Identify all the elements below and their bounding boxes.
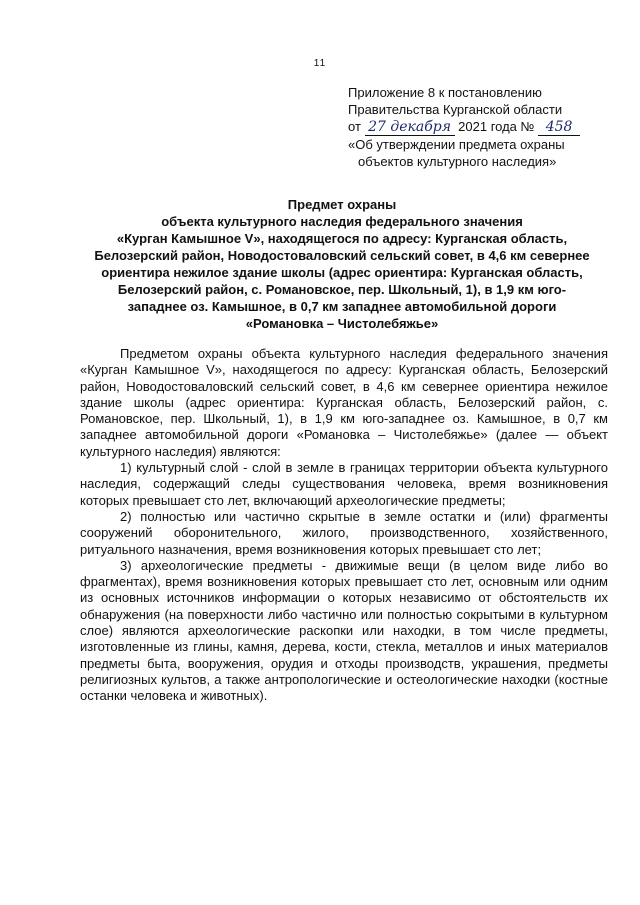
list-item: 3) археологические предметы - движимые вещи (в целом виде либо во фрагментах), время возникновения которых превышает сто лет, основным или одним из основных источников информации о которых независимо от обстоятельств их обнаружения (на поверхности либо частично или полностью сокрытыми в культурном слое) являются археологические раскопки или находки, в том числе предметы, изготовленные из глины, камня, дерева, кости, стекла, металлов и иных материалов предметы быта, вооружения, орудия и отходы производств, украшения, предметы религиозных культов, а также антропологические и остеологические находки (костные останки человека и животных). bbox=[80, 557, 608, 704]
appendix-line: объектов культурного наследия» bbox=[358, 154, 557, 169]
appendix-line: «Об утверждении предмета охраны bbox=[348, 137, 565, 152]
title-line: ориентира нежилое здание школы (адрес ориентира: Курганская область, bbox=[101, 265, 583, 280]
title-line: объекта культурного наследия федерального значения bbox=[161, 214, 523, 229]
document-body bbox=[80, 346, 608, 705]
appendix-line: Правительства Курганской области bbox=[348, 102, 563, 117]
intro-paragraph: Предметом охраны объекта культурного наследия федерального значения «Курган Камышное V», находящегося по адресу: Курганская область, Белозерский район, Новодостоваловский сельский совет, в 4,6 км севернее ориентира нежилое здание школы (адрес ориентира: Курганская область, Белозерский район, с. Романовское, пер. Школьный, 1), в 1,9 км юго-западнее оз. Камышное, в 0,7 км западнее автомобильной дороги «Романовка – Чистолебяжье» (далее — объект культурного наследия) являются: bbox=[80, 346, 608, 459]
page-number: 11 bbox=[313, 58, 327, 69]
document-title bbox=[72, 196, 612, 332]
appendix-header bbox=[348, 84, 618, 170]
list-item: 2) полностью или частично скрытые в земле остатки и (или) фрагменты сооружений оборонительного, жилого, производственного, хозяйственного, ритуального назначения, время возникновения которых превышает сто лет; bbox=[80, 508, 608, 557]
title-line: Белозерский район, Новодостоваловский сельский совет, в 4,6 км севернее bbox=[94, 248, 590, 263]
title-line: «Романовка – Чистолебяжье» bbox=[245, 316, 439, 331]
year-text: 2021 года № bbox=[458, 119, 535, 134]
handwritten-date: 27 декабря bbox=[365, 120, 455, 136]
title-line: Предмет охраны bbox=[287, 197, 397, 212]
appendix-date-line bbox=[348, 118, 618, 136]
handwritten-number: 458 bbox=[538, 120, 580, 136]
from-prefix: от bbox=[348, 119, 361, 134]
list-item: 1) культурный слой - слой в земле в границах территории объекта культурного наследия, содержащий следы существования человека, время возникновения которых превышает сто лет, включающий археологические предметы; bbox=[80, 460, 608, 508]
title-line: «Курган Камышное V», находящегося по адресу: Курганская область, bbox=[116, 231, 568, 246]
appendix-line: Приложение 8 к постановлению bbox=[348, 85, 542, 100]
title-line: западнее оз. Камышное, в 0,7 км западнее автомобильной дороги bbox=[127, 299, 557, 314]
title-line: Белозерский район, с. Романовское, пер. Школьный, 1), в 1,9 км юго- bbox=[117, 282, 567, 297]
